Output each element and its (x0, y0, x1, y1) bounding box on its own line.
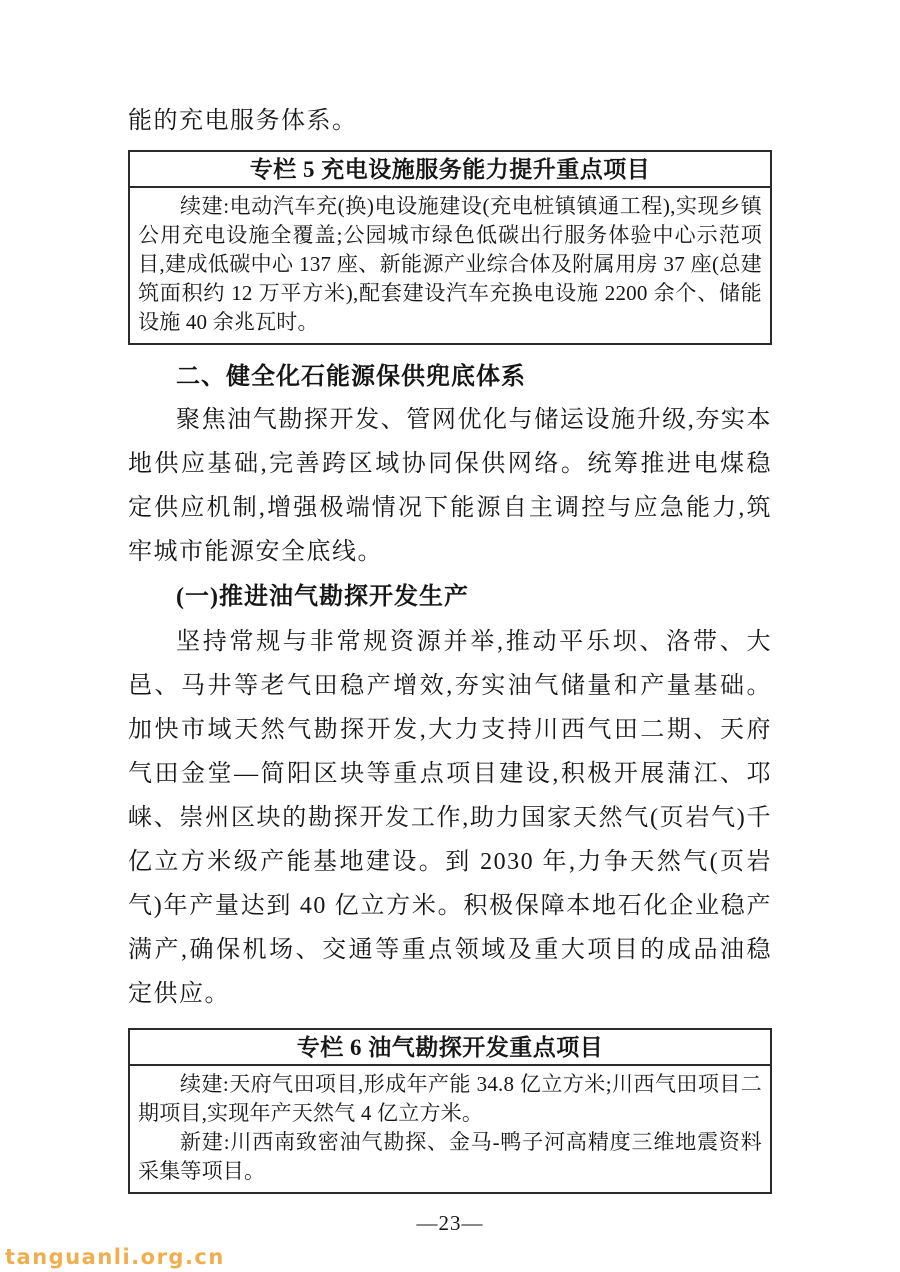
page-number: —23— (416, 1211, 484, 1235)
box5-title: 专栏 5 充电设施服务能力提升重点项目 (130, 152, 770, 188)
box6-paragraph-new: 新建:川西南致密油气勘探、金马-鸭子河高精度三维地震资料采集等项目。 (138, 1130, 762, 1183)
box6-body (130, 1066, 770, 1192)
site-watermark: tanguanli.org.cn (5, 1245, 225, 1269)
continuation-paragraph: 能的充电服务体系。 (128, 108, 358, 134)
box-panel-5 (128, 150, 772, 345)
section-heading: 二、健全化石能源保供兜底体系 (176, 363, 526, 390)
box-panel-6 (128, 1028, 772, 1194)
box5-body (130, 188, 770, 343)
box6-title: 专栏 6 油气勘探开发重点项目 (130, 1030, 770, 1066)
subsection-paragraph: 坚持常规与非常规资源并举,推动平乐坝、洛带、大邑、马井等老气田稳产增效,夯实油气储量和产量基础。加快市域天然气勘探开发,大力支持川西气田二期、天府气田金堂—简阳区块等重点项目建设,积极开展蒲江、邛崃、崇州区块的勘探开发工作,助力国家天然气(页岩气)千亿立方米级产能基地建设。到 2030 年,力争天然气(页岩气)年产量达到 40 亿立方米。积极保障本地石化企业稳产满产,确保机场、交通等重点领域及重大项目的成品油稳定供应。 (128, 629, 772, 1007)
subsection-heading: (一)推进油气勘探开发生产 (176, 584, 469, 610)
box6-paragraph-renew: 续建:天府气田项目,形成年产能 34.8 亿立方米;川西气田项目二期项目,实现年产天然气 4 亿立方米。 (138, 1072, 762, 1125)
section-paragraph: 聚焦油气勘探开发、管网优化与储运设施升级,夯实本地供应基础,完善跨区域协同保供网络。统筹推进电煤稳定供应机制,增强极端情况下能源自主调控与应急能力,筑牢城市能源安全底线。 (128, 407, 772, 565)
box5-paragraph: 续建:电动汽车充(换)电设施建设(充电桩镇镇通工程),实现乡镇公用充电设施全覆盖;公园城市绿色低碳出行服务体验中心示范项目,建成低碳中心 137 座、新能源产业综合体及附属用房 37 座(总建筑面积约 12 万平方米),配套建设汽车充换电设施 2200 余个、储能设施 40 余兆瓦时。 (138, 194, 762, 334)
